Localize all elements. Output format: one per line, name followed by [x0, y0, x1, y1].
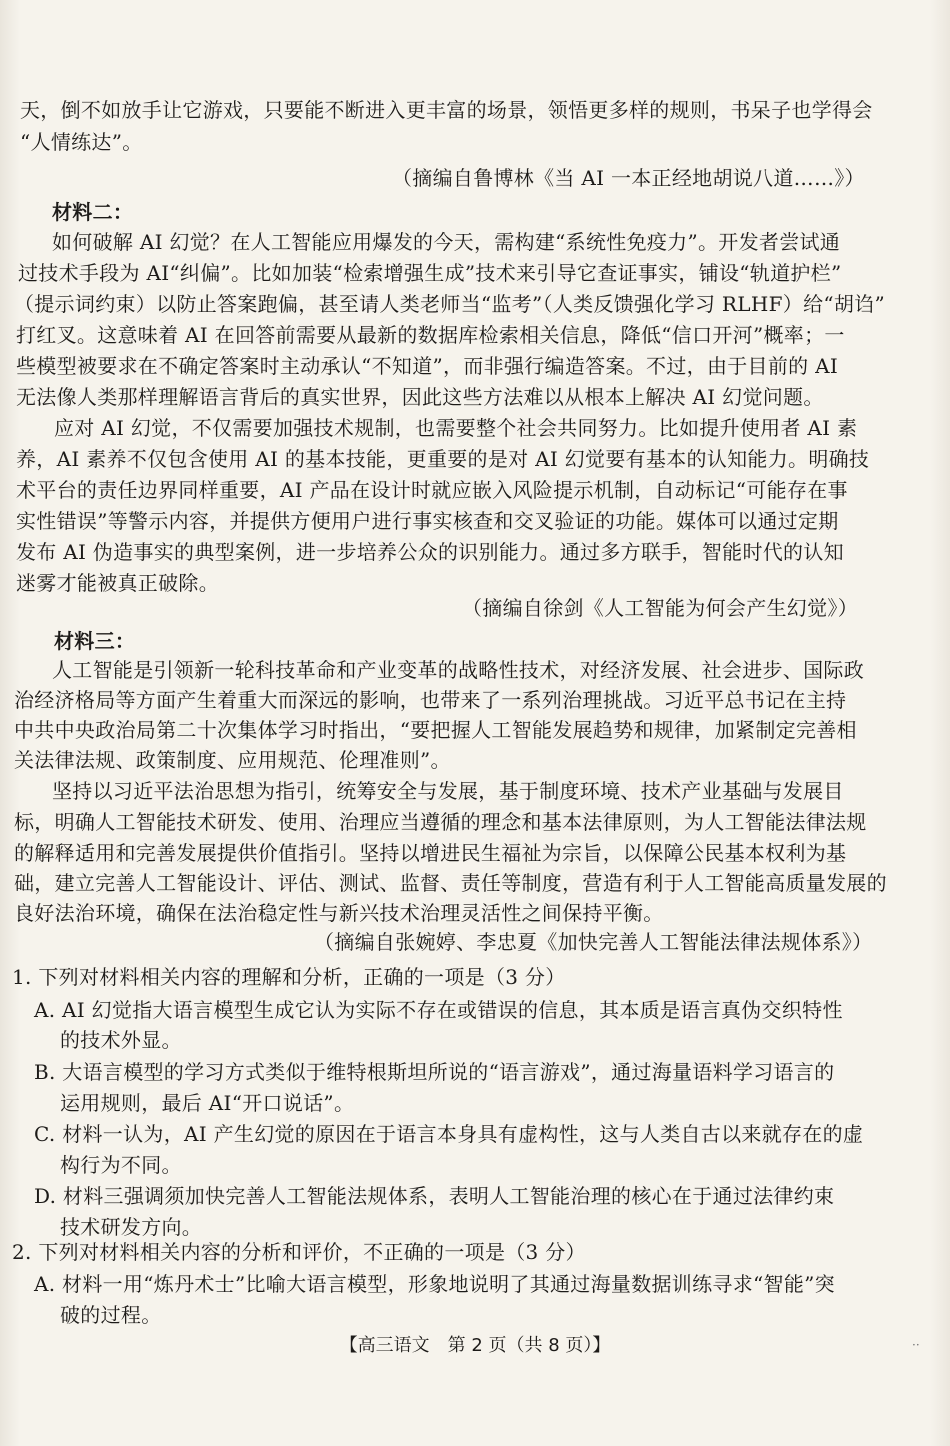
text-line: 过技术手段为 AI“纠偏”。比如加装“检索增强生成”技术来引导它查证事实，铺设“轨道护栏”	[18, 261, 842, 285]
text-line: 如何破解 AI 幻觉？在人工智能应用爆发的今天，需构建“系统性免疫力”。开发者尝试通	[52, 230, 841, 254]
text-line: 实性错误”等警示内容，并提供方便用户进行事实核查和交叉验证的功能。媒体可以通过定期	[16, 509, 839, 533]
text-line: 养，AI 素养不仅包含使用 AI 的基本技能，更重要的是对 AI 幻觉要有基本的认知能力。明确技	[16, 447, 870, 471]
text-line: 中共中央政治局第二十次集体学习时指出，“要把握人工智能发展趋势和规律，加紧制定完善相	[14, 718, 857, 742]
material-2-heading: 材料二：	[52, 200, 134, 224]
text-line: 无法像人类那样理解语言背后的真实世界，因此这些方法难以从根本上解决 AI 幻觉问题。	[16, 385, 824, 409]
text-line: 些模型被要求在不确定答案时主动承认“不知道”，而非强行编造答案。不过，由于目前的 AI	[16, 354, 839, 378]
question-1-option-b: B. 大语言模型的学习方式类似于维特根斯坦所说的“语言游戏”，通过海量语料学习语言的	[34, 1060, 835, 1084]
question-2-option-a: A. 材料一用“炼丹术士”比喻大语言模型，形象地说明了其通过海量数据训练寻求“智能”突	[34, 1272, 835, 1296]
text-line: 术平台的责任边界同样重要，AI 产品在设计时就应嵌入风险提示机制，自动标记“可能存在事	[16, 478, 848, 502]
question-1-option-d: D. 材料三强调须加快完善人工智能法规体系，表明人工智能治理的核心在于通过法律约束	[34, 1184, 835, 1208]
question-2-stem: 2. 下列对材料相关内容的分析和评价，不正确的一项是（3 分）	[12, 1240, 586, 1264]
text-line: 治经济格局等方面产生着重大而深远的影响，也带来了一系列治理挑战。习近平总书记在主持	[14, 688, 847, 712]
question-1-stem: 1. 下列对材料相关内容的理解和分析，正确的一项是（3 分）	[12, 965, 566, 989]
footer-mark: ··	[912, 1338, 920, 1352]
question-1-option-b-cont: 运用规则，最后 AI“开口说话”。	[60, 1091, 355, 1115]
text-line: 标，明确人工智能技术研发、使用、治理应当遵循的理念和基本法律原则，为人工智能法律法规	[14, 810, 867, 834]
text-line: （提示词约束）以防止答案跑偏，甚至请人类老师当“监考”（人类反馈强化学习 RLHF）给“胡诌”	[14, 292, 886, 316]
text-line: 迷雾才能被真正破除。	[16, 571, 219, 595]
source-citation: （摘编自张婉婷、李忠夏《加快完善人工智能法律法规体系》）	[314, 930, 873, 954]
text-line: 打红叉。这意味着 AI 在回答前需要从最新的数据库检索相关信息，降低“信口开河”概率；一	[16, 323, 845, 347]
question-1-option-d-cont: 技术研发方向。	[60, 1215, 203, 1239]
text-line: 关法律法规、政策制度、应用规范、伦理准则”。	[14, 748, 451, 772]
page-footer: 【高三语文 第 2 页（共 8 页）】	[339, 1335, 611, 1356]
material-3-heading: 材料三：	[54, 629, 136, 653]
text-line: 人工智能是引领新一轮科技革命和产业变革的战略性技术，对经济发展、社会进步、国际政	[52, 658, 864, 682]
text-line: 的解释适用和完善发展提供价值指引。坚持以增进民生福祉为宗旨，以保障公民基本权利为基	[14, 841, 847, 865]
text-line: 应对 AI 幻觉，不仅需要加强技术规制，也需要整个社会共同努力。比如提升使用者 AI 素	[54, 416, 858, 440]
text-line: 坚持以习近平法治思想为指引，统筹安全与发展，基于制度环境、技术产业基础与发展目	[52, 779, 844, 803]
question-2-option-a-cont: 破的过程。	[60, 1303, 162, 1327]
source-citation: （摘编自鲁博林《当 AI 一本正经地胡说八道……》）	[392, 166, 865, 190]
question-1-option-c-cont: 构行为不同。	[60, 1153, 182, 1177]
source-citation: （摘编自徐剑《人工智能为何会产生幻觉》）	[462, 596, 858, 620]
text-line: 发布 AI 伪造事实的典型案例，进一步培养公众的识别能力。通过多方联手，智能时代的认知	[16, 540, 844, 564]
text-line: “人情练达”。	[20, 130, 143, 154]
question-1-option-a-cont: 的技术外显。	[60, 1028, 182, 1052]
question-1-option-c: C. 材料一认为，AI 产生幻觉的原因在于语言本身具有虚构性，这与人类自古以来就存在的虚	[34, 1122, 864, 1146]
question-1-option-a: A. AI 幻觉指大语言模型生成它认为实际不存在或错误的信息，其本质是语言真伪交织特性	[34, 998, 843, 1022]
text-line: 良好法治环境，确保在法治稳定性与新兴技术治理灵活性之间保持平衡。	[14, 901, 664, 925]
text-line: 础，建立完善人工智能设计、评估、测试、监督、责任等制度，营造有利于人工智能高质量发展的	[14, 871, 887, 895]
text-line: 天，倒不如放手让它游戏，只要能不断进入更丰富的场景，领悟更多样的规则，书呆子也学得会	[20, 98, 873, 122]
